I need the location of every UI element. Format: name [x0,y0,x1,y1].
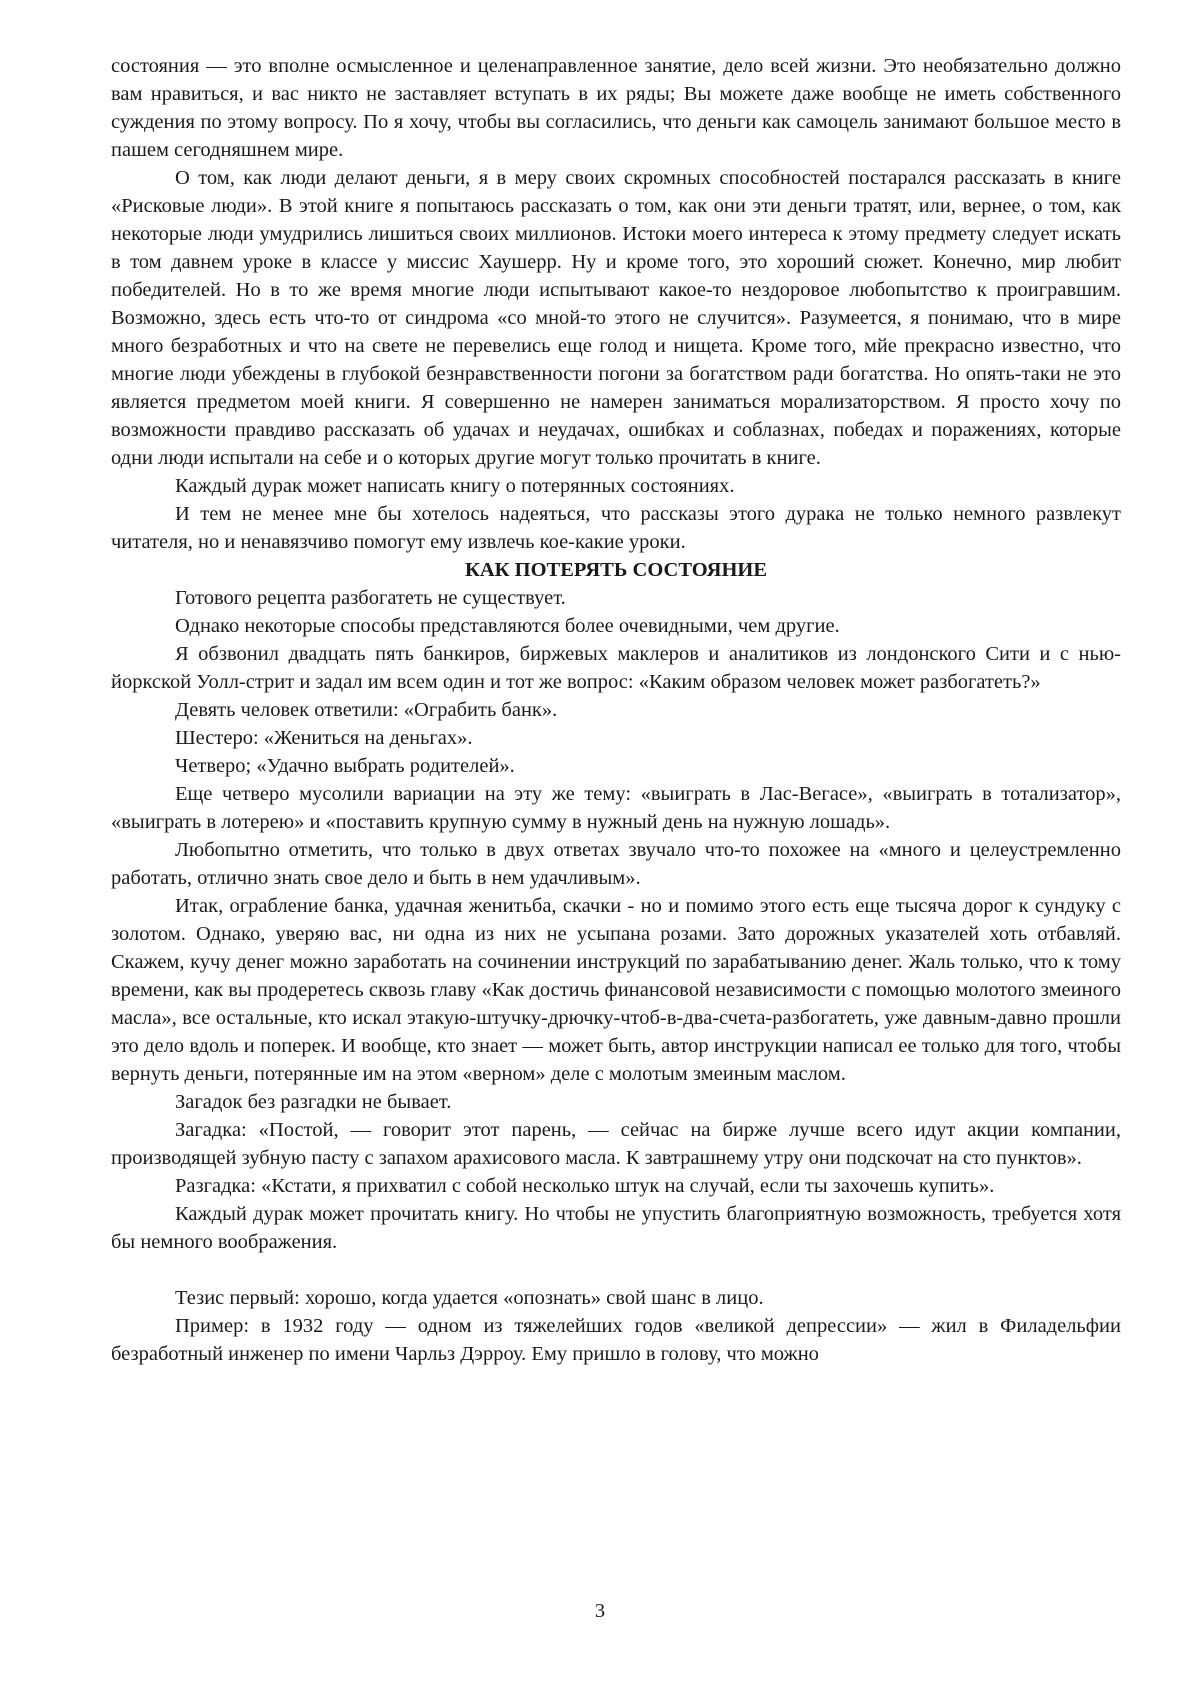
paragraph: Загадка: «Постой, — говорит этот парень, — сейчас на бирже лучше всего идут акции компании, производящей зубную пасту с запахом арахисового масла. К завтрашнему утру они подскочат на сто пунктов». [111,1119,1121,1169]
paragraph: Пример: в 1932 году — одном из тяжелейших годов «великой депрессии» — жил в Филадельфии безработный инженер по имени Чарльз Дэрроу. Ему пришло в голову, что можно [111,1315,1121,1365]
section-heading: КАК ПОТЕРЯТЬ СОСТОЯНИЕ [464,559,768,581]
blank-line [111,1256,1121,1284]
paragraph: Готового рецепта разбогатеть не существует. [175,587,566,609]
paragraph: Каждый дурак может прочитать книгу. Но чтобы не упустить благоприятную возможность, требуется хотя бы немного воображения. [111,1203,1121,1253]
paragraph: Я обзвонил двадцать пять банкиров, биржевых маклеров и аналитиков из лондонского Сити и с нью-йоркской Уолл-стрит и задал им всем один и тот же вопрос: «Каким образом человек может разбогатеть?» [111,643,1121,693]
paragraph: Разгадка: «Кстати, я прихватил с собой несколько штук на случай, если ты захочешь купить». [175,1175,995,1197]
paragraph: Любопытно отметить, что только в двух ответах звучало что-то похожее на «много и целеустремленно работать, отлично знать свое дело и быть в нем удачливым». [111,839,1121,889]
page-number: 3 [594,1600,606,1622]
paragraph: Однако некоторые способы представляются более очевидными, чем другие. [175,615,840,637]
document-page [111,52,1121,1368]
paragraph: Каждый дурак может написать книгу о потерянных состояниях. [175,475,735,497]
paragraph: Загадок без разгадки не бывает. [175,1091,452,1113]
paragraph: состояния — это вполне осмысленное и целенаправленное занятие, дело всей жизни. Это необязательно должно вам нравиться, и вас никто не заставляет вступать в их ряды; Вы можете даже вообще не иметь собственного суждения по этому вопросу. По я хочу, чтобы вы согласились, что деньги как самоцель занимают большое место в пашем сегодняшнем мире. [111,55,1121,161]
paragraph: Тезис первый: хорошо, когда удается «опознать» свой шанс в лицо. [175,1287,764,1309]
paragraph: Итак, ограбление банка, удачная женитьба, скачки - но и помимо этого есть еще тысяча дорог к сундуку с золотом. Однако, уверяю вас, ни одна из них не усыпана розами. Зато дорожных указателей хоть отбавляй. Скажем, кучу денег можно заработать на сочинении инструкций по зарабатыванию денег. Жаль только, что к тому времени, как вы продеретесь сквозь главу «Как достичь финансовой независимости с помощью молотого змеиного масла», все остальные, кто искал этакую-штучку-дрючку-чтоб-в-два-счета-разбогатеть, уже давным-давно прошли это дело вдоль и поперек. И вообще, кто знает — может быть, автор инструкции написал ее только для того, чтобы вернуть деньги, потерянные им на этом «верном» деле с молотым змеиным маслом. [111,895,1121,1085]
paragraph: Четверо; «Удачно выбрать родителей». [175,755,515,777]
paragraph: Шестеро: «Жениться на деньгах». [175,727,473,749]
paragraph: И тем не менее мне бы хотелось надеяться, что рассказы этого дурака не только немного развлекут читателя, но и ненавязчиво помогут ему извлечь кое-какие уроки. [111,503,1121,553]
paragraph: Девять человек ответили: «Ограбить банк». [175,699,558,721]
paragraph: О том, как люди делают деньги, я в меру своих скромных способностей постарался рассказать в книге «Рисковые люди». В этой книге я попытаюсь рассказать о том, как они эти деньги тратят, или, вернее, о том, как некоторые люди умудрились лишиться своих миллионов. Истоки моего интереса к этому предмету следует искать в том давнем уроке в классе у миссис Хаушерр. Ну и кроме того, это хороший сюжет. Конечно, мир любит победителей. Но в то же время многие люди испытывают какое-то нездоровое любопытство к проигравшим. Возможно, здесь есть что-то от синдрома «со мной-то этого не случится». Разумеется, я понимаю, что в мире много безработных и что на свете не перевелись еще голод и нищета. Кроме того, мйе прекрасно известно, что многие люди убеждены в глубокой безнравственности погони за богатством ради богатства. Но опять-таки не это является предметом моей книги. Я совершенно не намерен заниматься морализаторством. Я просто хочу по возможности правдиво рассказать об удачах и неудачах, ошибках и соблазнах, победах и поражениях, которые одни люди испытали на себе и о которых другие могут только прочитать в книге. [111,167,1121,469]
paragraph: Еще четверо мусолили вариации на эту же тему: «выиграть в Лас-Вегасе», «выиграть в тотализатор», «выиграть в лотерею» и «поставить крупную сумму в нужный день на нужную лошадь». [111,783,1121,833]
